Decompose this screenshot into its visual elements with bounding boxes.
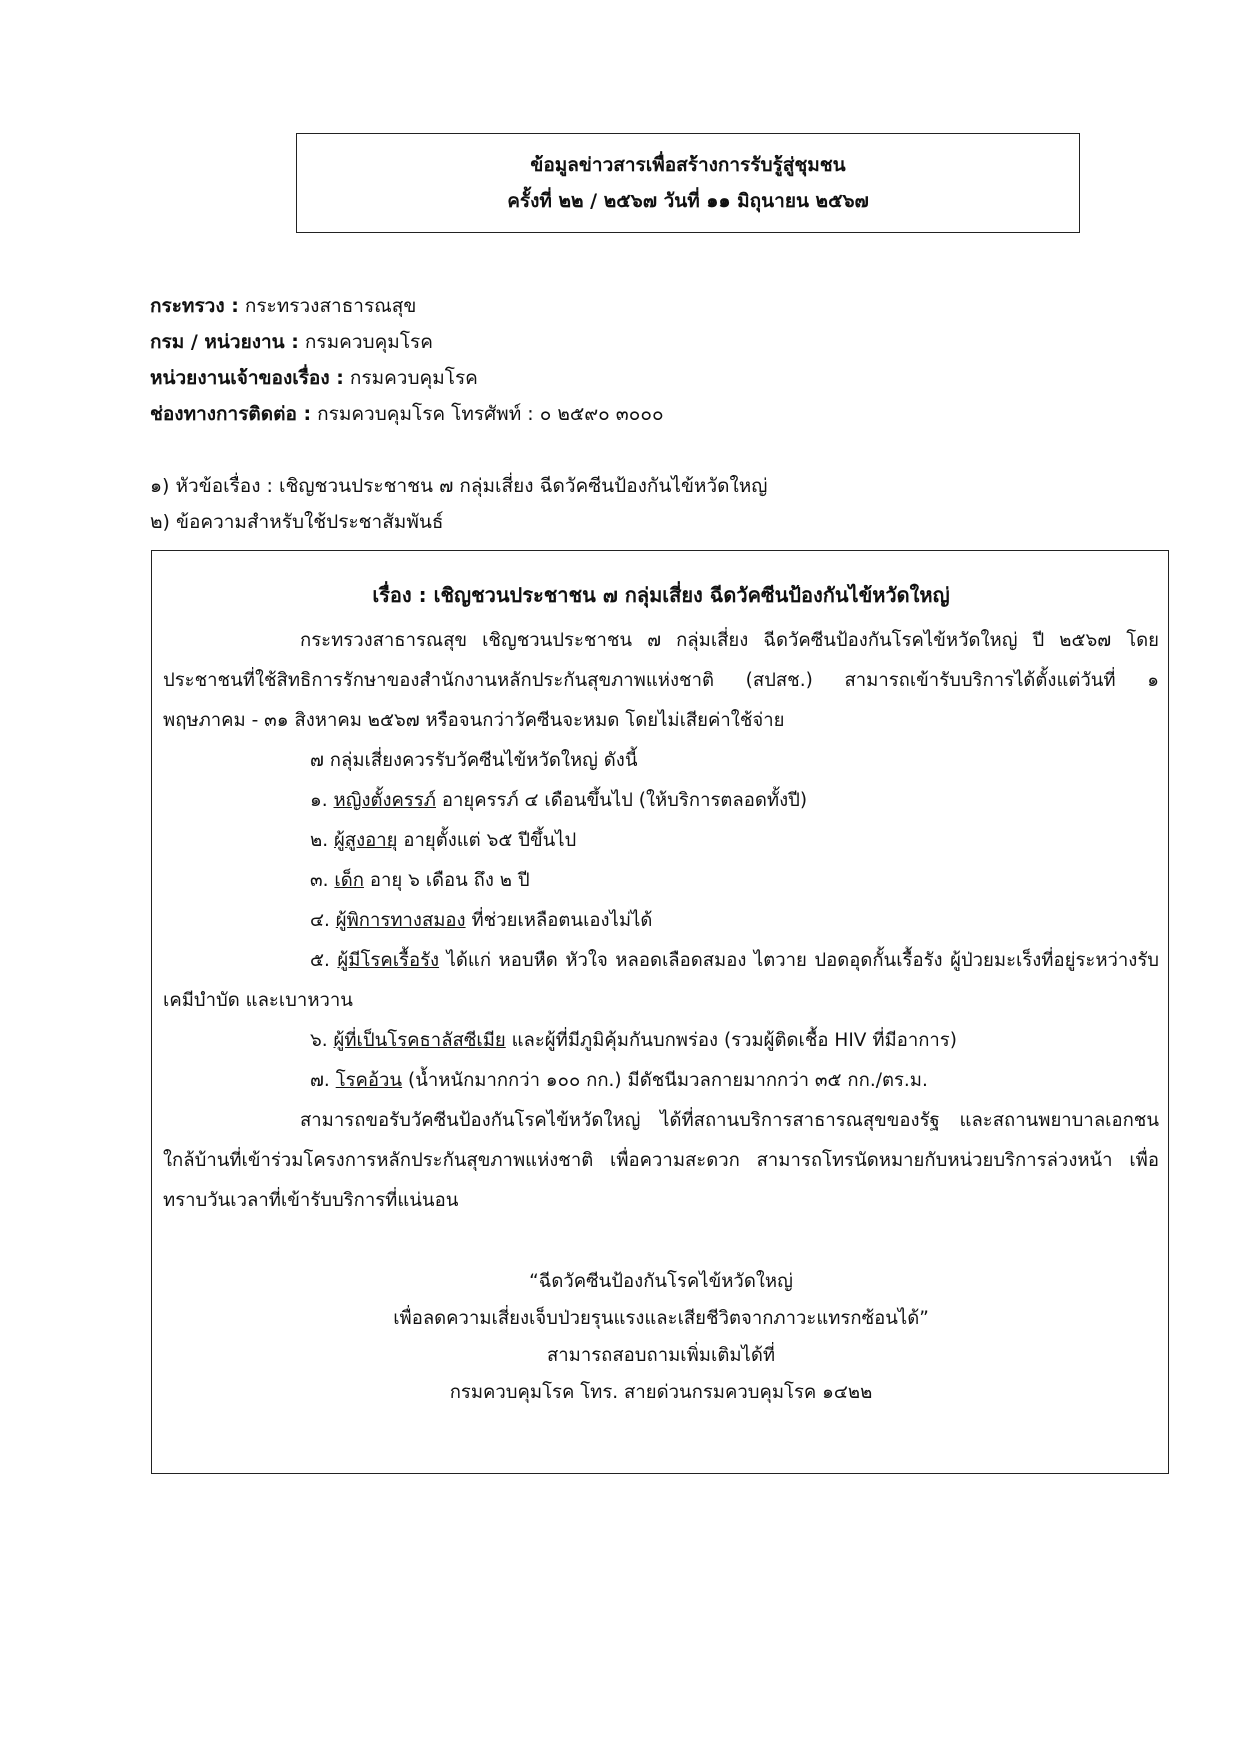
group-item	[163, 861, 1159, 901]
meta-contact	[150, 396, 664, 432]
contact-label: ช่องทางการติดต่อ :	[150, 403, 312, 425]
groups-intro: ๗ กลุ่มเสี่ยงควรรับวัคซีนไข้หวัดใหญ่ ดังนี้	[310, 750, 638, 771]
group-number: ๖.	[310, 1030, 334, 1051]
group-detail: อายุครรภ์ ๔ เดือนขึ้นไป (ให้บริการตลอดทั้งปี)	[436, 790, 808, 811]
group-name: โรคอ้วน	[335, 1070, 403, 1091]
meta-owner	[150, 360, 664, 396]
pr-content-box	[151, 550, 1169, 1474]
slogan-line-2: เพื่อลดความเสี่ยงเจ็บป่วยรุนแรงและเสียชีวิตจากภาวะแทรกซ้อนได้”	[393, 1308, 929, 1329]
slogan-line-1: “ฉีดวัคซีนป้องกันโรคไข้หวัดใหญ่	[529, 1271, 793, 1292]
group-detail: และผู้ที่มีภูมิคุ้มกันบกพร่อง (รวมผู้ติดเชื้อ HIV ที่มีอาการ)	[505, 1030, 957, 1051]
group-name: ผู้ที่เป็นโรคธาลัสซีเมีย	[333, 1030, 506, 1051]
ministry-label: กระทรวง :	[150, 295, 239, 317]
group-detail: ได้แก่ หอบหืด หัวใจ หลอดเลือดสมอง ไตวาย ปอดอุดกั้นเรื้อรัง ผู้ป่วยมะเร็งที่อยู่ระหว่างรับเคมีบำบัด และเบาหวาน	[163, 950, 1160, 1011]
meta-department	[150, 324, 664, 360]
group-item	[163, 1061, 1159, 1101]
group-name: ผู้สูงอายุ	[333, 830, 398, 851]
header-box	[296, 133, 1080, 233]
closing-block	[163, 1263, 1159, 1411]
content-title: เรื่อง : เชิญชวนประชาชน ๗ กลุ่มเสี่ยง ฉีดวัคซีนป้องกันไข้หวัดใหญ่	[372, 583, 950, 607]
owner-value: กรมควบคุมโรค	[343, 367, 478, 389]
department-value: กรมควบคุมโรค	[298, 331, 433, 353]
group-number: ๕.	[310, 950, 338, 971]
hotline-text: กรมควบคุมโรค โทร. สายด่วนกรมควบคุมโรค ๑๔๒๒	[449, 1382, 873, 1403]
inquiry-text: สามารถสอบถามเพิ่มเติมได้ที่	[546, 1345, 776, 1366]
topic-pr-message: ๒) ข้อความสำหรับใช้ประชาสัมพันธ์	[150, 511, 444, 533]
group-name: หญิงตั้งครรภ์	[333, 790, 436, 811]
group-number: ๑.	[310, 790, 334, 811]
group-item	[163, 941, 1159, 1021]
group-name: ผู้มีโรคเรื้อรัง	[337, 950, 440, 971]
group-item	[163, 901, 1159, 941]
header-title: ข้อมูลข่าวสารเพื่อสร้างการรับรู้สู่ชุมชน	[530, 154, 846, 176]
group-item	[163, 821, 1159, 861]
ministry-value: กระทรวงสาธารณสุข	[238, 295, 417, 317]
service-paragraph: สามารถขอรับวัคซีนป้องกันโรคไข้หวัดใหญ่ ได้ที่สถานบริการสาธารณสุขของรัฐ และสถานพยาบาลเอกชนใกล้บ้านที่เข้าร่วมโครงการหลักประกันสุขภาพแห่งชาติ เพื่อความสะดวก สามารถโทรนัดหมายกับหน่วยบริการล่วงหน้า เพื่อทราบวันเวลาที่เข้ารับบริการที่แน่นอน	[163, 1110, 1159, 1211]
header-issue-date: ครั้งที่ ๒๒ / ๒๕๖๗ วันที่ ๑๑ มิถุนายน ๒๕๖๗	[507, 190, 869, 212]
meta-ministry	[150, 288, 664, 324]
group-item	[163, 781, 1159, 821]
department-label: กรม / หน่วยงาน :	[150, 331, 299, 353]
group-number: ๓.	[310, 870, 335, 891]
group-detail: อายุ ๖ เดือน ถึง ๒ ปี	[363, 870, 530, 891]
group-item	[163, 1021, 1159, 1061]
contact-value: กรมควบคุมโรค โทรศัพท์ : ๐ ๒๕๙๐ ๓๐๐๐	[311, 403, 664, 425]
group-detail: (น้ำหนักมากกว่า ๑๐๐ กก.) มีดัชนีมวลกายมากกว่า ๓๕ กก./ตร.ม.	[402, 1070, 928, 1091]
owner-label: หน่วยงานเจ้าของเรื่อง :	[150, 367, 344, 389]
group-name: เด็ก	[334, 870, 364, 891]
group-number: ๗.	[310, 1070, 336, 1091]
intro-paragraph: กระทรวงสาธารณสุข เชิญชวนประชาชน ๗ กลุ่มเสี่ยง ฉีดวัคซีนป้องกันโรคไข้หวัดใหญ่ ปี ๒๕๖๗ โดยประชาชนที่ใช้สิทธิการรักษาของสำนักงานหลักประกันสุขภาพแห่งชาติ (สปสช.) สามารถเข้ารับบริการได้ตั้งแต่วันที่ ๑ พฤษภาคม - ๓๑ สิงหาคม ๒๕๖๗ หรือจนกว่าวัคซีนจะหมด โดยไม่เสียค่าใช้จ่าย	[163, 630, 1159, 731]
group-number: ๒.	[310, 830, 334, 851]
group-detail: อายุตั้งแต่ ๖๕ ปีขึ้นไป	[397, 830, 577, 851]
group-detail: ที่ช่วยเหลือตนเองไม่ได้	[465, 910, 653, 931]
group-name: ผู้พิการทางสมอง	[335, 910, 466, 931]
meta-info	[150, 288, 664, 432]
topics	[150, 468, 767, 540]
group-number: ๔.	[310, 910, 336, 931]
topic-subject: ๑) หัวข้อเรื่อง : เชิญชวนประชาชน ๗ กลุ่มเสี่ยง ฉีดวัคซีนป้องกันไข้หวัดใหญ่	[150, 475, 768, 497]
